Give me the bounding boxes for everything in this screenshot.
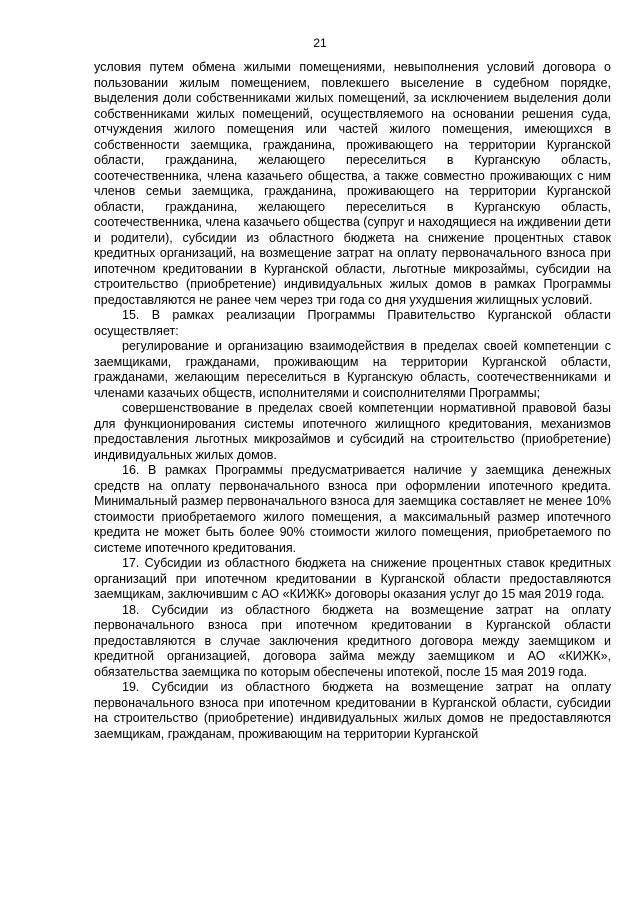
paragraph-15-item-1: регулирование и организацию взаимодействия в пределах своей компетенции с заемщиками, гражданами, проживающим на территории Курганской области, гражданами, желающим переселиться в Курганскую область, соотечественниками и членами казачьих обществ, исполнителями и соисполнителями Программы; xyxy=(94,339,611,400)
paragraph-19: 19. Субсидии из областного бюджета на возмещение затрат на оплату первоначального взноса при ипотечном кредитовании в Курганской области, субсидии на строительство (приобретение) индивидуальных жилых домов не предоставляются заемщикам, гражданам, проживающим на территории Курганской xyxy=(94,680,611,741)
paragraph-16: 16. В рамках Программы предусматривается наличие у заемщика денежных средств на оплату первоначального взноса при оформлении ипотечного кредита. Минимальный размер первоначального взноса для заемщика составляет не менее 10% стоимости приобретаемого жилого помещения, а максимальный размер ипотечного кредита не может быть более 90% стоимости жилого помещения, приобретаемого по системе ипотечного кредитования. xyxy=(94,463,611,555)
paragraph-17: 17. Субсидии из областного бюджета на снижение процентных ставок кредитных организаций при ипотечном кредитовании в Курганской области предоставляются заемщикам, заключившим с АО «КИЖК» договоры оказания услуг до 15 мая 2019 года. xyxy=(94,556,611,601)
paragraph-15: 15. В рамках реализации Программы Правительство Курганской области осуществляет: xyxy=(94,308,611,338)
paragraph-18: 18. Субсидии из областного бюджета на возмещение затрат на оплату первоначального взноса при ипотечном кредитовании в Курганской области предоставляются в случае заключения кредитного договора между заемщиком и кредитной организацией, договора займа между заемщиком и АО «КИЖК», обязательства заемщика по которым обеспечены ипотекой, после 15 мая 2019 года. xyxy=(94,602,611,679)
paragraph-15-item-2: совершенствование в пределах своей компетенции нормативной правовой базы для функционирования системы ипотечного жилищного кредитования, механизмов предоставления льготных микрозаймов и субсидий на строительство (приобретение) индивидуальных жилых домов. xyxy=(94,401,611,462)
paragraph-continuation: условия путем обмена жилыми помещениями, невыполнения условий договора о пользовании жилым помещением, повлекшего выселение в судебном порядке, выделения доли собственниками жилых помещений, за исключением выделения доли собственниками жилых помещений, осуществляемого на основании решения суда, отчуждения жилого помещения или частей жилого помещения, имеющихся в собственности заемщика, гражданина, проживающего на территории Курганской области, гражданина, желающего переселиться в Курганскую область, соотечественника, члена казачьего общества, а также совместно проживающих с ним членов семьи заемщика, гражданина, проживающего на территории Курганской области, гражданина, желающего переселиться в Курганскую область, соотечественника, члена казачьего общества (супруг и находящиеся на иждивении дети и родители), субсидии из областного бюджета на снижение процентных ставок кредитных организаций, на возмещение затрат на оплату первоначального взноса при ипотечном кредитовании в Курганской области, льготные микрозаймы, субсидии на строительство (приобретение) индивидуальных жилых домов в рамках Программы предоставляются не ранее чем через три года со дня ухудшения жилищных условий. xyxy=(94,60,611,307)
document-body xyxy=(94,60,611,742)
page-number: 21 xyxy=(313,36,327,50)
